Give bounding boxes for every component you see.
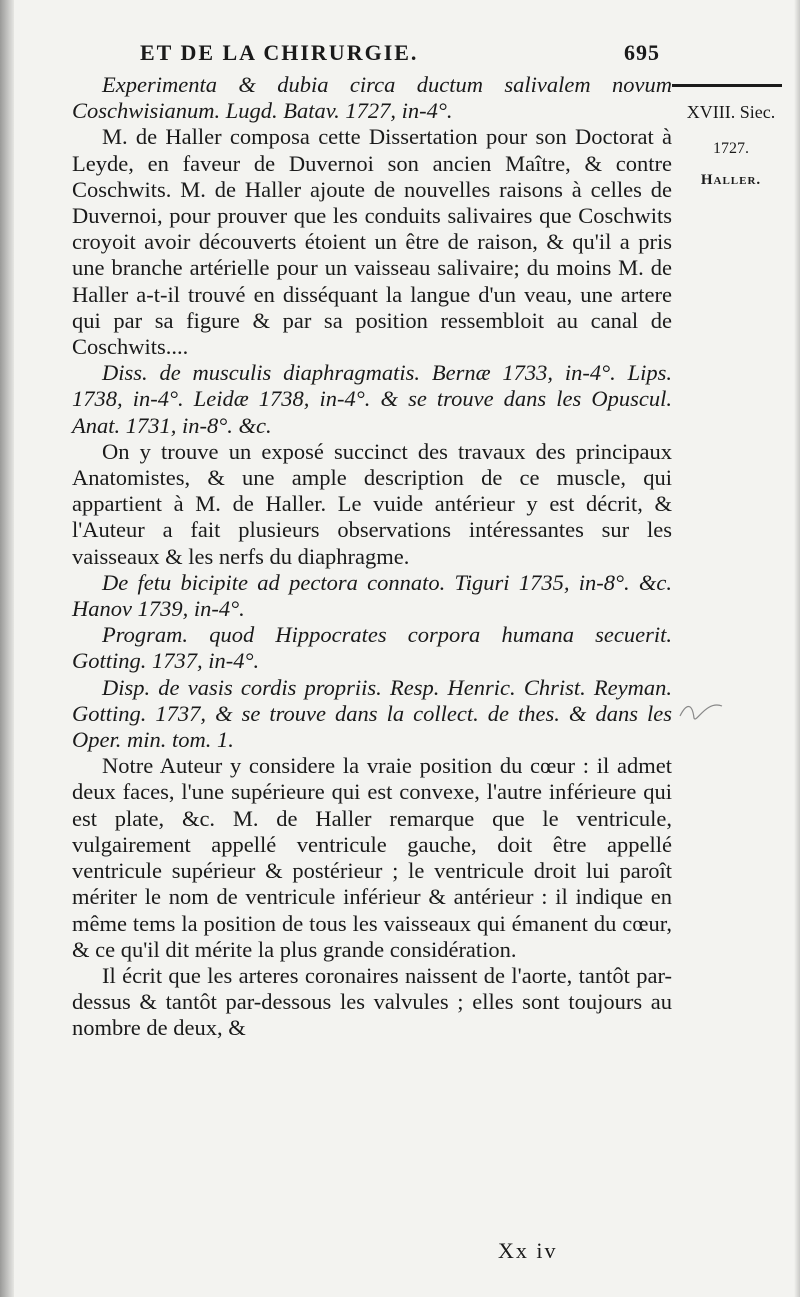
- running-header: [140, 40, 660, 76]
- citation-program-hippocrates: Program. quod Hippocrates corpora humana secuerit. Gotting. 1737, in-4°.: [72, 622, 672, 674]
- margin-note-year: 1727.: [713, 140, 749, 157]
- paragraph-position-coeur: Notre Auteur y considere la vraie position du cœur : il admet deux faces, l'une supérieure qui est convexe, l'autre inférieure qui est plate, &c. M. de Haller remarque que le ventricule, vulgairement appellé ventricule gauche, doit être appellé ventricule supérieur & postérieur ; le ventricule droit lui paroît mériter le nom de ventricule inférieur & antérieur : il indique en même tems la position de tous les vaisseaux qui émanent du cœur, & ce qu'il dit mérite la plus grande considération.: [72, 753, 672, 962]
- citation-fetu-bicipite: De fetu bicipite ad pectora connato. Tiguri 1735, in-8°. &c. Hanov 1739, in-4°.: [72, 569, 672, 622]
- margin-rule: [672, 84, 782, 87]
- running-title: ET DE LA CHIRURGIE.: [140, 40, 419, 65]
- citation-vasis-cordis: Disp. de vasis cordis propriis. Resp. Henric. Christ. Reyman. Gotting. 1737, & se trouve dans la collect. de thes. & dans les Oper. min. tom. 1.: [72, 674, 672, 753]
- page-edge: [794, 0, 800, 1297]
- paragraph-diaphragme: On y trouve un exposé succinct des travaux des principaux Anatomistes, & une ample description de ce muscle, qui appartient à M. de Haller. Le vuide antérieur y est décrit, & l'Auteur a fait plusieurs observations intéressantes sur les vaisseaux & les nerfs du diaphragme.: [72, 438, 672, 569]
- pencil-mark-icon: [676, 694, 736, 734]
- main-text: [72, 72, 672, 1042]
- paragraph-arteres-coronaires: Il écrit que les arteres coronaires naissent de l'aorte, tantôt par-dessus & tantôt par-dessous les valvules ; elles sont toujours au nombre de deux, &: [72, 962, 672, 1041]
- margin-note-author: Haller.: [700, 172, 762, 188]
- page-number: 695: [624, 40, 660, 65]
- citation-diaphragmatis: Diss. de musculis diaphragmatis. Bernæ 1733, in-4°. Lips. 1738, in-4°. Leidæ 1738, in-4°. & se trouve dans les Opuscul. Anat. 1731, in-8°. &c.: [72, 360, 672, 438]
- margin-note-century: XVIII. Siec.: [686, 102, 776, 122]
- paragraph-dissertation: M. de Haller composa cette Dissertation pour son Doctorat à Leyde, en faveur de Duvernoi son ancien Maître, & contre Coschwits. M. de Haller ajoute de nouvelles raisons à celles de Duvernoi, pour prouver que les conduits salivaires que Coschwits croyoit avoir découverts étoient un être de raison, & qu'il a pris une branche artérielle pour un vaisseau salivaire; du moins M. de Haller a-t-il trouvé en disséquant la langue d'un veau, une artere qui par sa figure & par sa position ressembloit au canal de Coschwits....: [72, 124, 672, 360]
- citation-experimenta: Experimenta & dubia circa ductum salivalem novum Coschwisianum. Lugd. Batav. 1727, in-4°.: [72, 72, 672, 124]
- signature-mark: Xx iv: [498, 1238, 558, 1263]
- page-gutter-shadow: [0, 0, 14, 1297]
